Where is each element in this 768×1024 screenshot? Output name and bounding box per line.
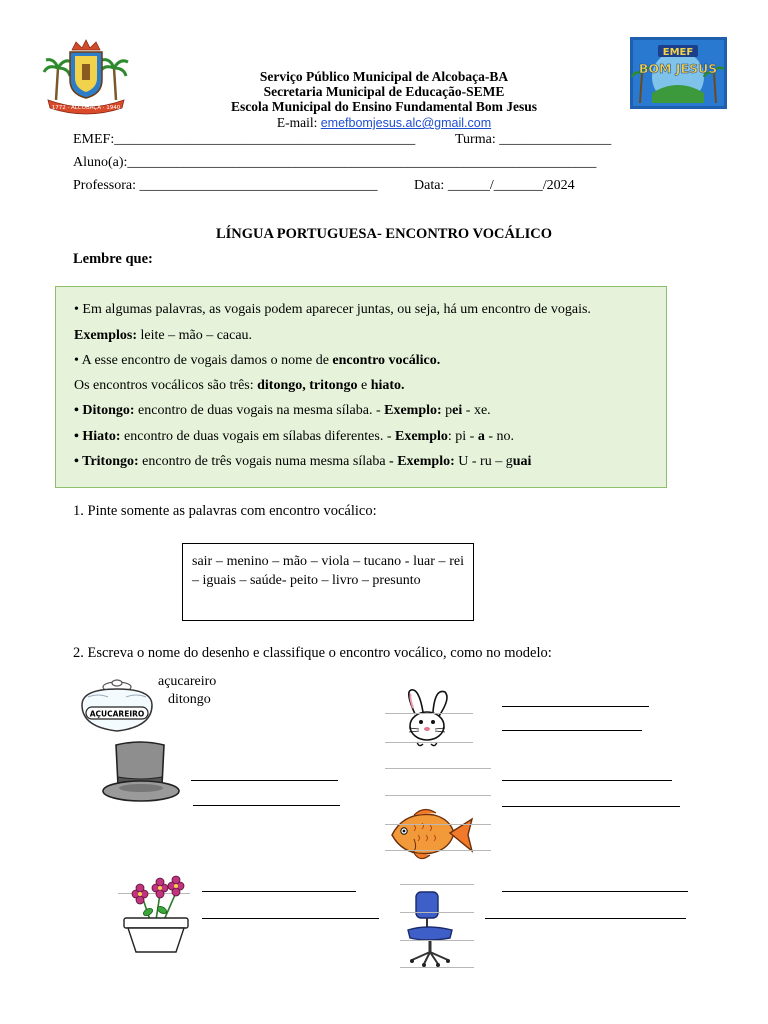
info-line-definition: • A esse encontro de vogais damos o nome de encontro vocálico. (74, 353, 441, 368)
municipal-coat-of-arms-logo (42, 40, 130, 112)
fish-guide-line-3 (385, 824, 491, 825)
chair-answer-line-2[interactable] (485, 918, 686, 919)
fish-answer-line-1[interactable] (502, 780, 672, 781)
flower-answer-line-2[interactable] (202, 918, 379, 919)
concept-info-box (55, 286, 667, 488)
header-school-name: Escola Municipal do Ensino Fundamental Bom Jesus (230, 99, 538, 114)
flower-answer-line-1[interactable] (202, 891, 356, 892)
chair-guide-line-4 (400, 967, 474, 968)
goldfish-image (384, 803, 474, 865)
email-link[interactable]: emefbomjesus.alc@gmail.com (320, 116, 492, 130)
word-list-box[interactable]: sair – menino – mão – viola – tucano - luar – rei – iguais – saúde- peito – livro – presunto (182, 543, 474, 621)
student-field: Aluno(a):___________________________________________________________________ (73, 155, 597, 170)
hat-answer-line-2[interactable] (193, 805, 340, 806)
rabbit-guide-line-2 (385, 742, 473, 743)
page-title: LÍNGUA PORTUGUESA- ENCONTRO VOCÁLICO (215, 226, 553, 242)
date-field: Data: ______/_______/2024 (414, 178, 575, 193)
fish-guide-line-1 (385, 768, 491, 769)
rabbit-image (395, 688, 459, 750)
flower-pot-image (118, 876, 194, 956)
reminder-heading: Lembre que: (73, 251, 153, 267)
school-emef-bom-jesus-logo (630, 37, 727, 109)
rabbit-answer-line-2[interactable] (502, 730, 642, 731)
school-logo-top-text: EMEF (662, 47, 694, 58)
school-logo-main-text: BOM JESUS (638, 61, 718, 76)
rabbit-answer-line-1[interactable] (502, 706, 649, 707)
info-line-tritongo: • Tritongo: encontro de três vogais numa mesma sílaba - Exemplo: U - ru – guai (74, 454, 532, 469)
sugar-bowl-image (78, 677, 156, 735)
top-hat-image (102, 741, 182, 807)
email-label: E-mail: (276, 115, 321, 130)
model-classification: ditongo (168, 692, 211, 707)
rabbit-guide-line-1 (385, 713, 473, 714)
fish-guide-line-4 (385, 850, 491, 851)
fish-guide-line-2 (385, 795, 491, 796)
info-line-ditongo: • Ditongo: encontro de duas vogais na mesma sílaba. - Exemplo: pei - xe. (74, 403, 491, 418)
chair-guide-line-2 (400, 912, 474, 913)
turma-field: Turma: ________________ (455, 132, 612, 147)
hat-answer-line-1[interactable] (191, 780, 338, 781)
info-line-1: • Em algumas palavras, as vogais podem aparecer juntas, ou seja, há um encontro de vogais. (74, 302, 591, 317)
info-line-hiato: • Hiato: encontro de duas vogais em sílabas diferentes. - Exemplo: pi - a - no. (74, 429, 515, 444)
chair-answer-line-1[interactable] (502, 891, 688, 892)
chair-guide-line-3 (400, 940, 474, 941)
teacher-field: Professora: __________________________________ (73, 178, 378, 193)
sugar-bowl-label: AÇUCAREIRO (89, 709, 145, 719)
header-secretariat: Secretaria Municipal de Educação-SEME (263, 84, 505, 99)
model-word: açucareiro (158, 674, 217, 689)
header-email-line (150, 115, 618, 131)
question-2: 2. Escreva o nome do desenho e classifique o encontro vocálico, como no modelo: (73, 645, 552, 661)
header-municipality: Serviço Público Municipal de Alcobaça-BA (259, 69, 509, 84)
question-1: 1. Pinte somente as palavras com encontro vocálico: (73, 503, 377, 519)
info-line-examples: Exemplos: leite – mão – cacau. (74, 328, 253, 343)
emef-field: EMEF:___________________________________________ (73, 132, 416, 147)
chair-guide-line-1 (400, 884, 474, 885)
coat-of-arms-ribbon-text: 1772 · ALCOBAÇA · 1940 (51, 105, 121, 111)
info-line-types: Os encontros vocálicos são três: ditongo, tritongo e hiato. (74, 378, 405, 393)
fish-answer-line-2[interactable] (502, 806, 680, 807)
office-chair-image (402, 888, 472, 968)
